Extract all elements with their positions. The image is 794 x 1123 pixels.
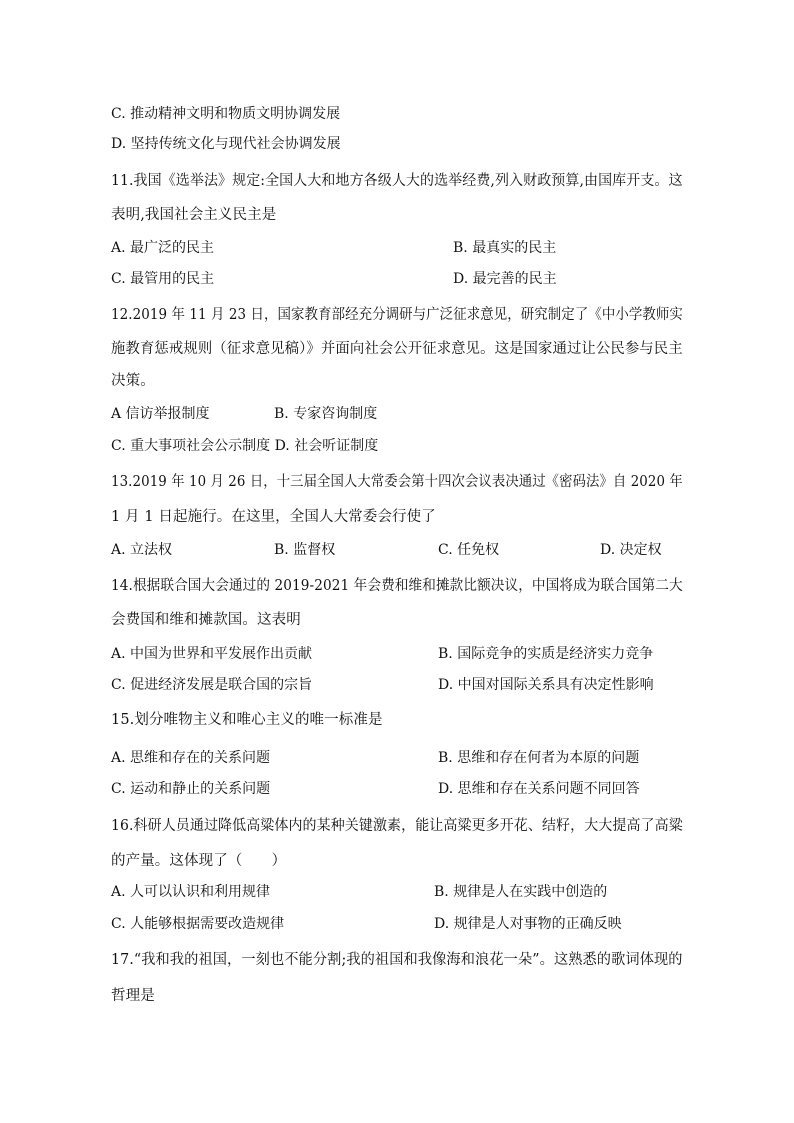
q13-option-a: A. 立法权: [111, 542, 173, 558]
q16-stem-line1: 16.科研人员通过降低高粱体内的某种关键激素，能让高粱更多开花、结籽，大大提高了高粱: [111, 818, 683, 834]
q16-stem-line2: 的产量。这体现了（ ）: [111, 853, 287, 869]
q13-option-b: B. 监督权: [274, 542, 336, 558]
q13-option-d: D. 决定权: [600, 542, 662, 558]
q15-option-c: C. 运动和静止的关系问题: [111, 781, 271, 797]
q13-stem-line1: 13.2019 年 10 月 26 日，十三届全国人大常委会第十四次会议表决通过《密码法》自 2020 年: [111, 474, 683, 490]
q14-option-b: B. 国际竞争的实质是经济实力竞争: [438, 646, 654, 662]
q15-option-b: B. 思维和存在何者为本原的问题: [438, 750, 640, 766]
q12-stem-line3: 决策。: [111, 373, 155, 389]
q12-stem-line1: 12.2019 年 11 月 23 日，国家教育部经充分调研与广泛征求意见，研究制定了《中小学教师实: [111, 307, 683, 323]
q14-option-d: D. 中国对国际关系具有决定性影响: [438, 677, 654, 693]
q16-option-b: B. 规律是人在实践中创造的: [434, 884, 608, 900]
q15-option-d: D. 思维和存在关系问题不同回答: [438, 781, 640, 797]
q11-option-b: B. 最真实的民主: [453, 240, 557, 256]
q17-stem-line2: 哲理是: [111, 988, 155, 1004]
q15-stem-line1: 15.划分唯物主义和唯心主义的唯一标准是: [111, 712, 383, 728]
q11-stem-line1: 11.我国《选举法》规定:全国人大和地方各级人大的选举经费,列入财政预算,由国库开支。这: [111, 173, 683, 189]
q13-option-c: C. 任免权: [438, 542, 500, 558]
q14-stem-line1: 14.根据联合国大会通过的 2019-2021 年会费和维和摊款比额决议，中国将成为联合国第二大: [111, 578, 683, 594]
q12-option-cd: C. 重大事项社会公示制度 D. 社会听证制度: [111, 438, 379, 454]
q11-stem-line2: 表明,我国社会主义民主是: [111, 207, 277, 223]
q11-option-a: A. 最广泛的民主: [111, 240, 215, 256]
q14-option-a: A. 中国为世界和平发展作出贡献: [111, 646, 313, 662]
q14-option-c: C. 促进经济发展是联合国的宗旨: [111, 677, 313, 693]
q12-option-a: A 信访举报制度: [111, 406, 210, 422]
q14-stem-line2: 会费国和维和摊款国。这表明: [111, 612, 301, 628]
q16-option-a: A. 人可以认识和利用规律: [111, 884, 271, 900]
q16-option-c: C. 人能够根据需要改造规律: [111, 916, 285, 932]
q16-option-d: D. 规律是人对事物的正确反映: [434, 916, 622, 932]
q17-stem-line1: 17.“我和我的祖国，一刻也不能分割;我的祖国和我像海和浪花一朵”。这熟悉的歌词体现的: [111, 952, 683, 968]
q11-option-d: D. 最完善的民主: [453, 271, 557, 287]
prev-option-d: D. 坚持传统文化与现代社会协调发展: [111, 136, 341, 152]
q12-stem-line2: 施教育惩戒规则（征求意见稿）》并面向社会公开征求意见。这是国家通过让公民参与民主: [111, 341, 683, 357]
q11-option-c: C. 最管用的民主: [111, 271, 215, 287]
q12-option-b: B. 专家咨询制度: [274, 406, 378, 422]
prev-option-c: C. 推动精神文明和物质文明协调发展: [111, 106, 341, 122]
q13-stem-line2: 1 月 1 日起施行。在这里，全国人大常委会行使了: [111, 509, 436, 525]
q15-option-a: A. 思维和存在的关系问题: [111, 750, 271, 766]
